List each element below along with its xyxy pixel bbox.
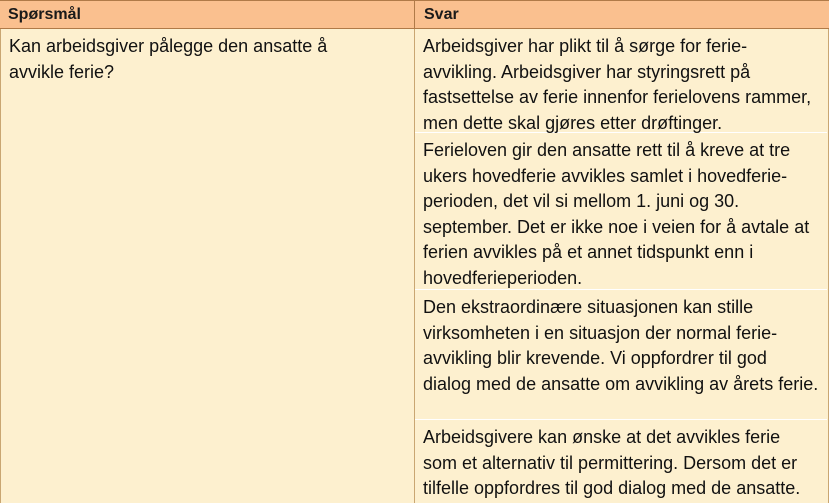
answer-paragraph: Arbeidsgiver har plikt til å sørge for ferie-avvikling. Arbeidsgiver har styringsrett på fastsettelse av ferie innenfor ferielovens rammer, men dette skal gjøres etter drøftinger. (415, 29, 827, 133)
header-question: Spørsmål (8, 6, 81, 23)
question-text: Kan arbeidsgiver pålegge den ansatte å avvikle ferie? (9, 36, 328, 82)
answer-paragraph: Den ekstraordinære situasjonen kan stille virksomheten i en situasjon der normal ferie-avvikling blir krevende. Vi oppfordrer til god dialog med de ansatte om avvikling av årets ferie. (415, 290, 827, 420)
header-column-divider (414, 0, 415, 29)
question-cell (0, 29, 414, 503)
answer-paragraph: Ferieloven gir den ansatte rett til å kreve at tre ukers hovedferie avvikles samlet i hovedferie-perioden, det vil si mellom 1. juni og 30. september. Det er ikke noe i veien for å avtale at ferien avvikles på et annet tidspunkt enn i hovedferieperioden. (415, 133, 827, 290)
header-answer: Svar (424, 6, 459, 23)
answer-paragraph: Arbeidsgivere kan ønske at det avvikles ferie som et alternativ til permittering. Dersom det er tilfelle oppfordres til god dialog med de ansatte. (423, 427, 801, 498)
answer-list (415, 29, 827, 503)
answer-cell (415, 29, 829, 503)
